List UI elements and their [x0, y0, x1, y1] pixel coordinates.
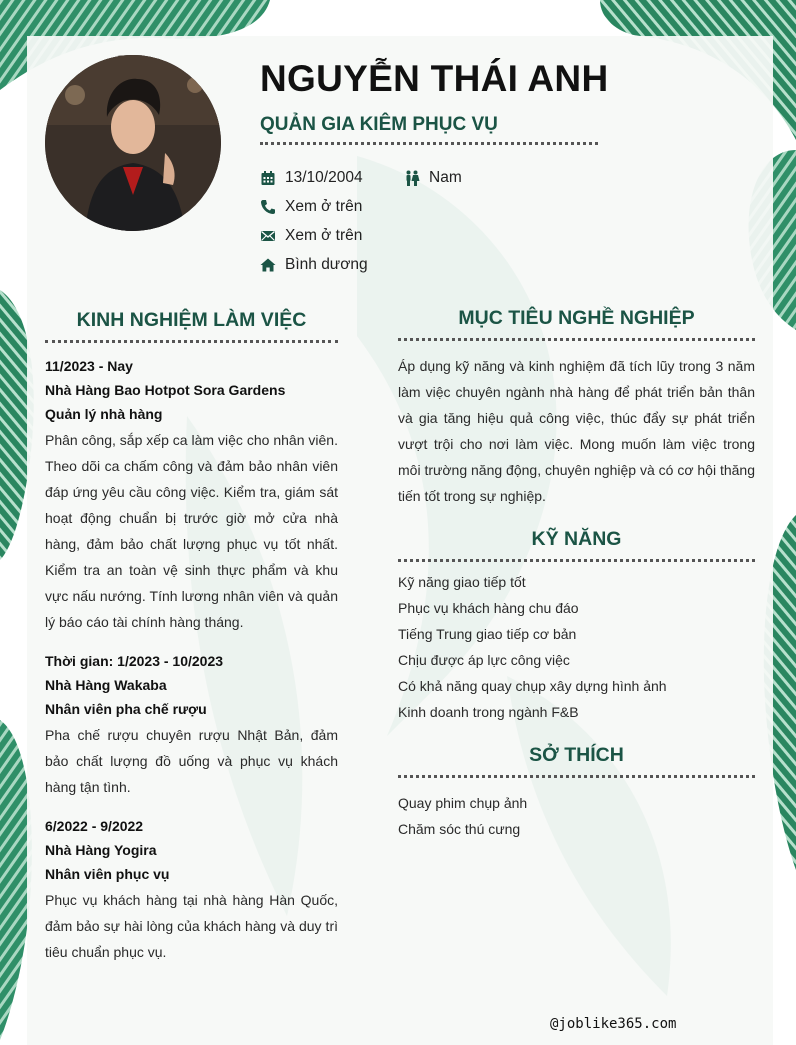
skill-item: Có khả năng quay chụp xây dựng hình ảnh	[398, 678, 667, 694]
calendar-icon	[260, 170, 276, 186]
experience-item	[45, 814, 338, 965]
experience-description: Phục vụ khách hàng tại nhà hàng Hàn Quốc, đảm bảo sự hài lòng của khách hàng và duy trì tiêu chuẩn phục vụ.	[45, 892, 338, 960]
birthdate-value: 13/10/2004	[285, 169, 363, 186]
experience-period: 6/2022 - 9/2022	[45, 818, 144, 834]
hobby-item: Quay phim chụp ảnh	[398, 795, 528, 811]
avatar	[45, 55, 221, 231]
hobby-item: Chăm sóc thú cưng	[398, 821, 521, 837]
experience-position: Nhân viên phục vụ	[45, 866, 170, 882]
experience-item	[45, 354, 338, 635]
objective-text: Áp dụng kỹ năng và kinh nghiệm đã tích lũy trong 3 năm làm việc chuyên ngành nhà hàng để phát triển bản thân và gia tăng hiệu quả công việc, thúc đẩy sự phát triển vượt trội cho nơi làm việc. Mong muốn làm việc trong môi trường năng động, chuyên nghiệp và có cơ hội thăng tiến tốt trong sự nghiệp.	[398, 358, 755, 504]
skills-heading: KỸ NĂNG	[398, 528, 755, 562]
home-icon	[260, 257, 276, 273]
phone-row	[260, 198, 362, 216]
skill-item: Kinh doanh trong ngành F&B	[398, 704, 579, 720]
experience-company: Nhà Hàng Wakaba	[45, 677, 167, 693]
address-value: Bình dương	[285, 256, 368, 273]
gender-value: Nam	[429, 169, 462, 186]
email-icon	[260, 228, 276, 244]
job-title: QUẢN GIA KIÊM PHỤC VỤ	[260, 114, 598, 145]
experience-period: 11/2023 - Nay	[45, 358, 133, 374]
experience-description: Phân công, sắp xếp ca làm việc cho nhân viên. Theo dõi ca chấm công và đảm bảo nhân viên đáp ứng yêu cầu công việc. Kiểm tra, giám sát hoạt động chuẩn bị trước giờ mở cửa nhà hàng, đảm bảo chất lượng phục vụ tốt nhất. Kiểm tra an toàn vệ sinh thực phẩm và khu vực nấu nướng. Tính lương nhân viên và quản lý báo cáo tài chính hàng tháng.	[45, 432, 338, 630]
hobbies-heading: SỞ THÍCH	[398, 744, 755, 778]
experience-item	[45, 649, 338, 800]
experience-company: Nhà Hàng Bao Hotpot Sora Gardens	[45, 382, 286, 398]
hobbies-list	[398, 790, 527, 842]
phone-value: Xem ở trên	[285, 198, 363, 215]
experience-position: Nhân viên pha chế rượu	[45, 701, 207, 717]
skill-item: Tiếng Trung giao tiếp cơ bản	[398, 626, 577, 642]
experience-heading: KINH NGHIỆM LÀM VIỆC	[45, 309, 338, 343]
experience-position: Quản lý nhà hàng	[45, 406, 163, 422]
footer-watermark: @joblike365.com	[550, 1016, 677, 1032]
phone-icon	[260, 199, 276, 215]
avatar-portrait	[45, 55, 221, 231]
experience-company: Nhà Hàng Yogira	[45, 842, 157, 858]
candidate-name: NGUYỄN THÁI ANH	[260, 58, 609, 99]
experience-period: Thời gian: 1/2023 - 10/2023	[45, 653, 224, 669]
objective-heading: MỤC TIÊU NGHỀ NGHIỆP	[398, 307, 755, 341]
skill-item: Phục vụ khách hàng chu đáo	[398, 600, 579, 616]
address-row	[260, 256, 368, 274]
email-row	[260, 227, 362, 245]
birthdate-row	[260, 169, 363, 187]
experience-description: Pha chế rượu chuyên rượu Nhật Bản, đảm bảo chất lượng đồ uống và phục vụ khách hàng tận tình.	[45, 727, 338, 795]
skill-item: Chịu được áp lực công việc	[398, 652, 570, 668]
email-value: Xem ở trên	[285, 227, 363, 244]
skill-item: Kỹ năng giao tiếp tốt	[398, 574, 526, 590]
skills-list	[398, 569, 667, 725]
gender-icon	[404, 170, 420, 186]
gender-row	[404, 169, 462, 187]
